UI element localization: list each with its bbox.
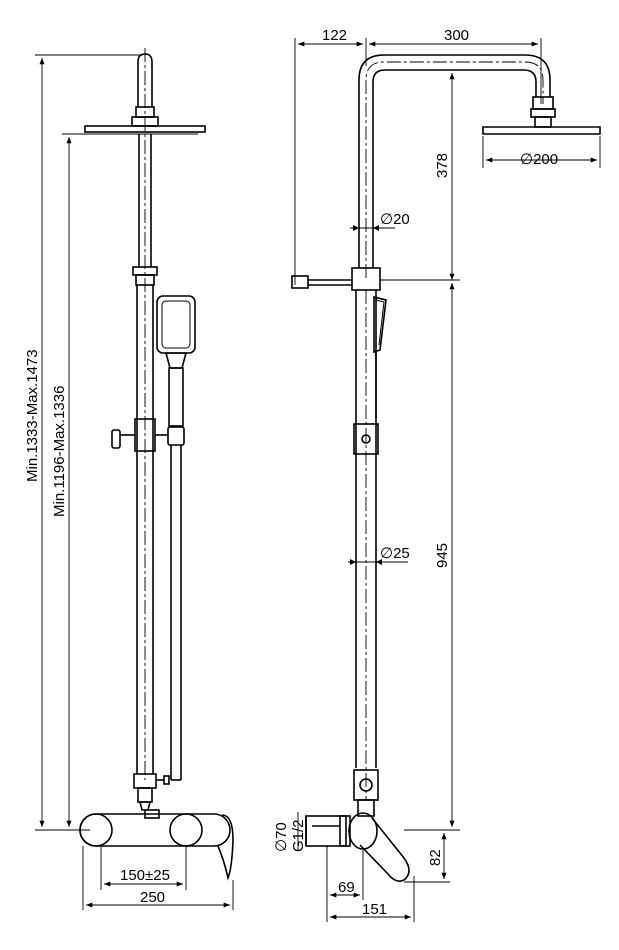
dimension-mount-spacing <box>101 846 186 890</box>
body-diameter-label: ∅70 <box>273 822 290 852</box>
front-diverter <box>134 774 169 810</box>
dimension-tube-length <box>434 283 460 830</box>
dimension-overall-height <box>24 55 140 830</box>
thread-size-label: G1/2 <box>290 819 307 852</box>
outlet-height-label: 82 <box>427 849 444 866</box>
overall-height-label: Min.1333-Max.1473 <box>24 349 41 482</box>
dimension-head-height <box>51 134 92 827</box>
arm-reach-label: 300 <box>444 27 470 44</box>
front-hand-shower <box>157 296 195 426</box>
side-shower-head <box>483 127 600 168</box>
front-top-arm <box>132 48 158 780</box>
front-slide-bracket <box>112 419 184 451</box>
dimension-arm-reach <box>369 27 541 104</box>
front-hose <box>171 445 181 780</box>
head-height-label: Min.1196-Max.1336 <box>51 385 68 517</box>
dimension-head-drop <box>434 70 462 280</box>
total-depth-label: 151 <box>362 901 388 918</box>
dimension-wall-to-axis <box>327 846 363 922</box>
side-riser-lower <box>356 290 376 800</box>
mount-spacing-label: 150±25 <box>120 867 170 884</box>
head-drop-label: 378 <box>434 152 451 178</box>
front-view <box>24 48 233 910</box>
mixer-width-label: 250 <box>140 889 166 906</box>
side-view <box>273 27 600 922</box>
dimension-lower-tube <box>348 545 410 565</box>
head-diameter-label: ∅200 <box>520 151 559 168</box>
side-mixer-body <box>273 812 409 881</box>
upper-tube-diameter-label: ∅20 <box>380 211 410 228</box>
arm-offset-label: 122 <box>322 27 348 44</box>
wall-to-axis-label: 69 <box>338 879 355 896</box>
side-wall-bracket <box>292 268 460 290</box>
lower-tube-diameter-label: ∅25 <box>380 545 410 562</box>
dimension-outlet-height <box>404 830 450 882</box>
dimension-arm-offset <box>295 27 366 285</box>
tube-length-label: 945 <box>434 542 451 568</box>
